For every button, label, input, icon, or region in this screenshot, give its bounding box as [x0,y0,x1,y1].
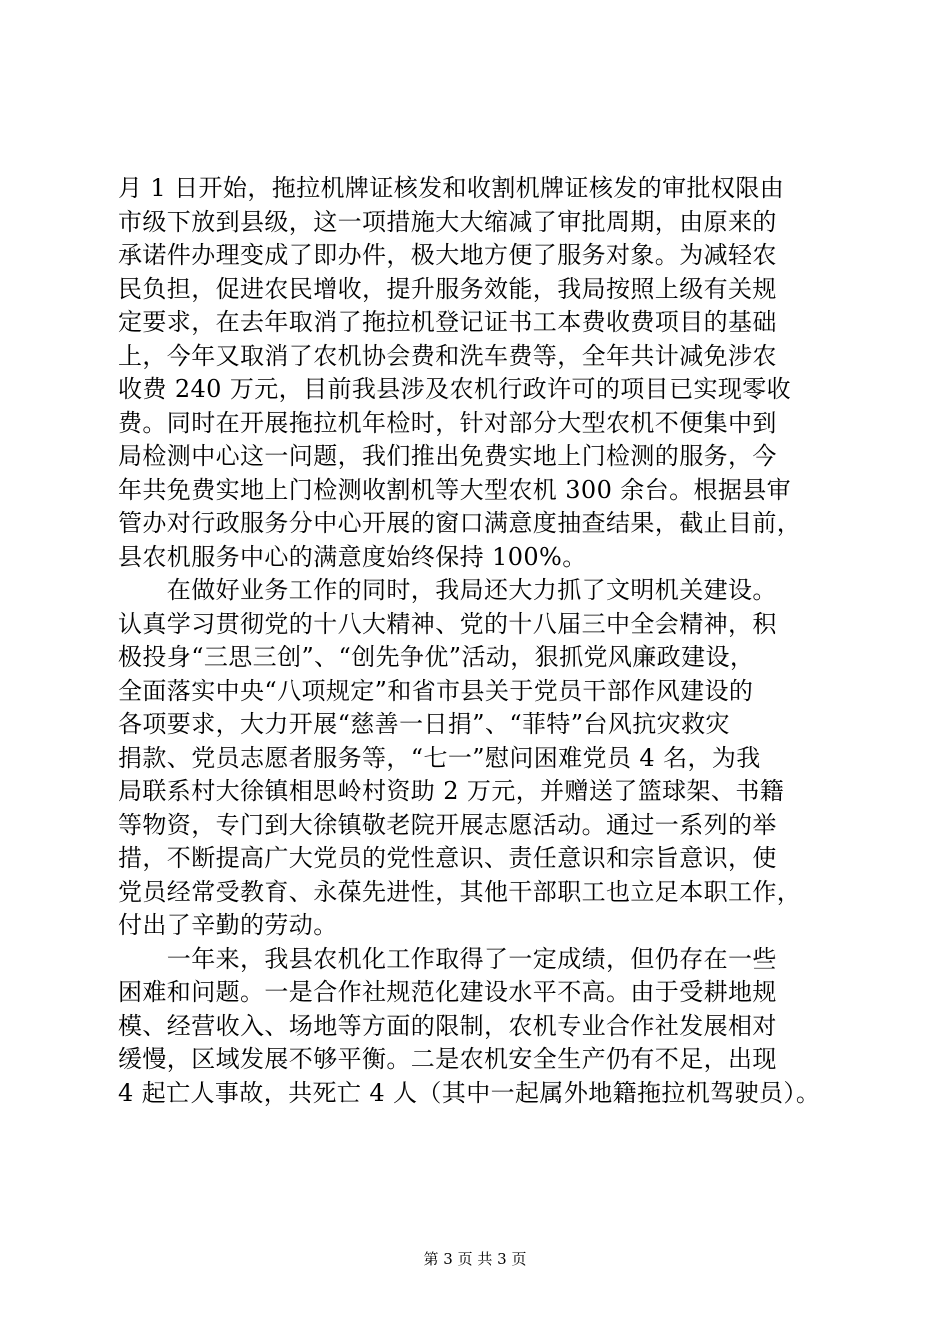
document-body [118,172,838,1110]
text-line: 缓慢，区域发展不够平衡。二是农机安全生产仍有不足，出现 [118,1045,777,1073]
text-line: 捐款、党员志愿者服务等，“七一”慰问困难党员 4 名，为我 [118,743,761,772]
text-line: 各项要求，大力开展“慈善一日捐”、“菲特”台风抗灾救灾 [118,710,730,738]
text-line: 费。同时在开展拖拉机年检时，针对部分大型农机不便集中到 [118,408,777,437]
text-line: 定要求，在去年取消了拖拉机登记证书工本费收费项目的基础 [118,308,777,336]
text-line: 全面落实中央“八项规定”和省市县关于党员干部作风建设的 [118,676,754,705]
text-line: 承诺件办理变成了即办件，极大地方便了服务对象。为减轻农 [118,241,777,269]
text-line: 县农机服务中心的满意度始终保持 100%。 [118,542,587,571]
text-line: 管办对行政服务分中心开展的窗口满意度抽查结果，截止目前， [118,509,802,537]
text-line: 措，不断提高广大党员的党性意识、责任意识和宗旨意识，使 [118,844,777,872]
text-line: 局检测中心这一问题，我们推出免费实地上门检测的服务，今 [118,442,777,470]
text-line: 局联系村大徐镇相思岭村资助 2 万元，并赠送了篮球架、书籍 [118,777,785,805]
text-line: 模、经营收入、场地等方面的限制，农机专业合作社发展相对 [118,1011,777,1040]
page-footer: 第 3 页 共 3 页 [423,1250,527,1268]
text-line: 等物资，专门到大徐镇敬老院开展志愿活动。通过一系列的举 [118,810,777,839]
text-line: 收费 240 万元，目前我县涉及农机行政许可的项目已实现零收 [118,375,792,403]
text-line: 年共免费实地上门检测收割机等大型农机 300 余台。根据县审 [118,475,792,504]
text-line: 困难和问题。一是合作社规范化建设水平不高。由于受耕地规 [118,978,777,1006]
text-line: 在做好业务工作的同时，我局还大力抓了文明机关建设。 [118,576,777,604]
text-line: 上，今年又取消了农机协会费和洗车费等，全年共计减免涉农 [118,341,777,370]
text-line: 付出了辛勤的劳动。 [118,911,338,939]
text-line: 民负担，促进农民增收，提升服务效能，我局按照上级有关规 [118,274,777,303]
text-line: 月 1 日开始，拖拉机牌证核发和收割机牌证核发的审批权限由 [118,174,785,202]
text-line: 一年来，我县农机化工作取得了一定成绩，但仍存在一些 [118,944,777,973]
text-line: 认真学习贯彻党的十八大精神、党的十八届三中全会精神，积 [118,609,777,638]
text-line: 市级下放到县级，这一项措施大大缩减了审批周期，由原来的 [118,207,777,236]
text-line: 极投身“三思三创”、“创先争优”活动，狠抓党风廉政建设， [118,643,755,671]
text-line: 党员经常受教育、永葆先进性，其他干部职工也立足本职工作， [118,877,802,906]
text-line: 4 起亡人事故，共死亡 4 人（其中一起属外地籍拖拉机驾驶员）。 [118,1078,821,1107]
